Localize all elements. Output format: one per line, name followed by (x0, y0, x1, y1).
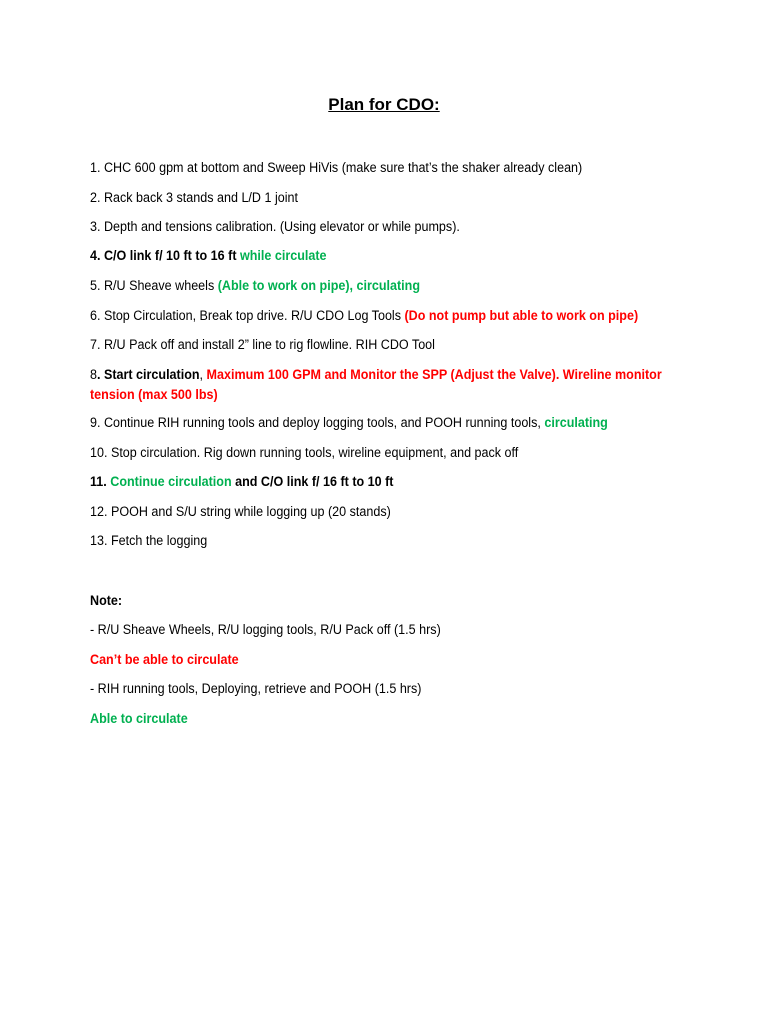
step-8-bold-text: . Start circulation (96, 367, 200, 382)
step-6-text: 6. Stop Circulation, Break top drive. R/U CDO Log Tools (90, 308, 405, 323)
step-8-red-text: Maximum 100 GPM and Monitor the SPP (Adjust the Valve). Wireline monitor tension (max 500 lbs) (90, 367, 662, 402)
step-8 (90, 365, 667, 405)
note-item-4: Able to circulate (90, 711, 188, 726)
page-title: Plan for CDO: (328, 95, 440, 114)
step-12-text: 12. POOH and S/U string while logging up (20 stands) (90, 504, 391, 519)
step-8-number: 8 (90, 367, 97, 382)
step-1 (90, 158, 639, 178)
step-13-text: 13. Fetch the logging (90, 533, 208, 548)
step-11-green-text: Continue circulation (110, 474, 232, 489)
step-5-green-text: (Able to work on pipe), circulating (217, 278, 421, 293)
step-4-green-text: while circulate (239, 248, 327, 263)
step-3-text: 3. Depth and tensions calibration. (Using elevator or while pumps). (90, 219, 460, 234)
step-9-green-text: circulating (544, 415, 608, 430)
step-11-number: 11. (90, 474, 111, 489)
step-9-text: 9. Continue RIH running tools and deploy logging tools, and POOH running tools, (90, 415, 545, 430)
step-1-text: 1. CHC 600 gpm at bottom and Sweep HiVis (make sure that’s the shaker already clean) (90, 160, 583, 175)
step-3 (90, 217, 639, 237)
step-4 (90, 246, 639, 266)
note-item-3: - RIH running tools, Deploying, retrieve and POOH (1.5 hrs) (90, 681, 422, 696)
note-label: Note: (90, 593, 123, 608)
step-11-bold-text: and C/O link f/ 16 ft to 10 ft (231, 474, 394, 489)
step-6 (90, 306, 639, 326)
step-5-text: 5. R/U Sheave wheels (90, 278, 218, 293)
step-7-text: 7. R/U Pack off and install 2” line to rig flowline. RIH CDO Tool (90, 337, 435, 352)
step-12 (90, 502, 639, 522)
step-5 (90, 276, 639, 296)
step-7 (90, 335, 639, 355)
step-6-red-text: (Do not pump but able to work on pipe) (404, 308, 639, 323)
step-2 (90, 188, 639, 208)
step-4-bold-text: 4. C/O link f/ 10 ft to 16 ft (90, 248, 240, 263)
step-11 (90, 472, 639, 492)
note-item-2: Can’t be able to circulate (90, 652, 239, 667)
step-10-text: 10. Stop circulation. Rig down running tools, wireline equipment, and pack off (90, 445, 519, 460)
step-10 (90, 443, 639, 463)
step-13 (90, 531, 639, 551)
note-item-1: - R/U Sheave Wheels, R/U logging tools, R/U Pack off (1.5 hrs) (90, 622, 441, 637)
step-8-separator: , (199, 367, 207, 382)
step-9 (90, 413, 639, 433)
step-2-text: 2. Rack back 3 stands and L/D 1 joint (90, 190, 298, 205)
